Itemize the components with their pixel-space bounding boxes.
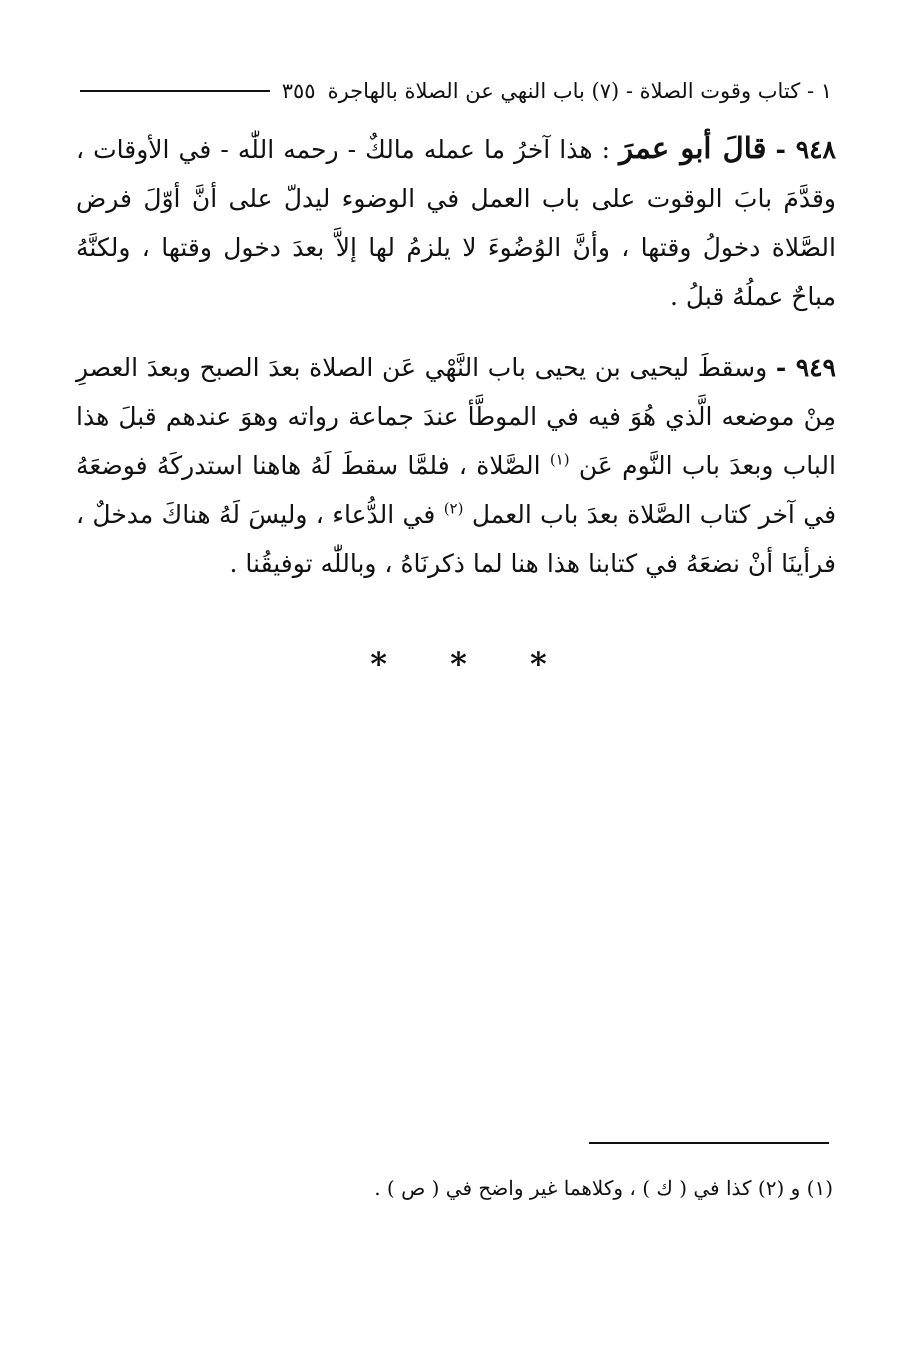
paragraph-number: ٩٤٨ - — [775, 135, 836, 164]
footnote-marker-2[interactable]: (٢) — [443, 499, 464, 518]
asterisk-icon: * — [370, 645, 387, 683]
header-rule — [80, 90, 270, 92]
page-number: ٣٥٥ — [281, 79, 316, 103]
section-separator — [0, 645, 917, 683]
paragraph-number: ٩٤٩ - — [775, 353, 836, 382]
asterisk-icon: * — [530, 645, 547, 683]
paragraph-body-part3: في الدُّعاء ، وليسَ لَهُ هناكَ مدخلٌ ، فرأينَا أنْ نضعَهُ في كتابنا هذا هنا لما ذكرنَاهُ ، وباللّٰه توفيقُنا . — [76, 500, 836, 578]
paragraph-948 — [76, 124, 836, 321]
paragraph-body-part2: الصَّلاة ، فلمَّا سقطَ لَهُ هاهنا استدركَهُ فوضعَهُ في آخر كتاب الصَّلاة بعدَ باب العمل — [76, 451, 837, 529]
paragraph-949 — [76, 343, 836, 588]
paragraph-speaker: قالَ أبو عمرَ — [619, 131, 767, 165]
paragraph-body-part1: وسقطَ ليحيى بن يحيى باب النَّهْي عَن الصلاة بعدَ الصبح وبعدَ العصرِ مِنْ موضعه الَّذي هُوَ فيه في الموطَّأ عندَ جماعة رواته وهوَ عندهم قبلَ هذا الباب وبعدَ باب النَّوم عَن — [76, 353, 836, 480]
footnote: (١) و (٢) كذا في ( ك ) ، وكلاهما غير واضح في ( ص ) . — [374, 1176, 833, 1200]
footnote-marker-1[interactable]: (١) — [549, 450, 570, 469]
footnote-rule — [589, 1142, 829, 1144]
header-title: ١ - كتاب وقوت الصلاة - (٧) باب النهي عن الصلاة بالهاجرة — [327, 79, 832, 103]
running-header — [80, 74, 832, 108]
asterisk-icon: * — [450, 645, 467, 683]
paragraph-body: : هذا آخرُ ما عمله مالكٌ - رحمه اللّٰه - في الأوقات ، وقدَّمَ بابَ الوقوت على باب العمل في الوضوء ليدلّ على أنَّ أوّلَ فرض الصَّلاة دخولُ وقتها ، وأنَّ الوُضُوءَ لا يلزمُ لها إلاَّ بعدَ دخول وقتها ، ولكنَّهُ مباحٌ عملُهُ قبلُ . — [76, 135, 836, 311]
main-text — [76, 124, 836, 610]
